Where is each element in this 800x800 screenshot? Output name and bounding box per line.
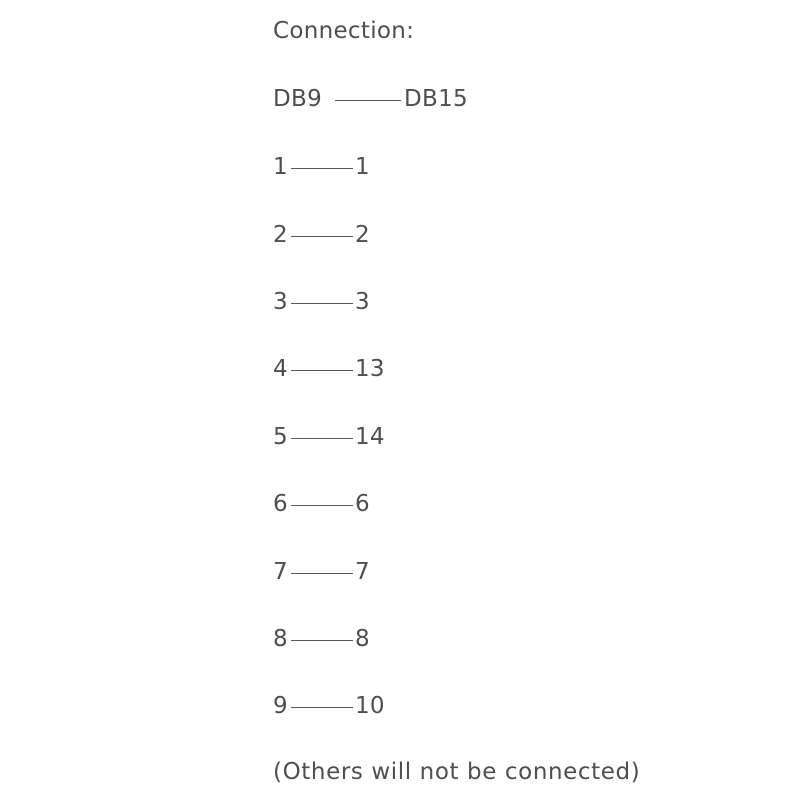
pin-mapping-row — [273, 355, 385, 383]
pin-mapping-row — [273, 625, 370, 653]
pin-mapping-row — [273, 153, 370, 181]
pin-wire — [291, 707, 353, 708]
pin-mapping-row — [273, 558, 370, 586]
db15-pin: 10 — [355, 693, 385, 719]
db15-pin: 13 — [355, 356, 385, 382]
db9-pin: 7 — [273, 559, 288, 585]
db15-pin: 3 — [355, 289, 370, 315]
db15-pin: 2 — [355, 222, 370, 248]
pin-mapping-row — [273, 423, 385, 451]
pin-wire — [291, 573, 353, 574]
unconnected-note: (Others will not be connected) — [273, 759, 641, 785]
pin-wire — [291, 640, 353, 641]
db15-pin: 6 — [355, 491, 370, 517]
db9-pin: 3 — [273, 289, 288, 315]
db9-pin: 2 — [273, 222, 288, 248]
pin-mapping-row — [273, 288, 370, 316]
pin-mapping-row — [273, 221, 370, 249]
db9-pin: 6 — [273, 491, 288, 517]
connection-title: Connection: — [273, 18, 415, 44]
db9-pin: 4 — [273, 356, 288, 382]
pin-wire — [291, 168, 353, 169]
pin-wire — [291, 438, 353, 439]
db9-pin: 9 — [273, 693, 288, 719]
db15-pin: 14 — [355, 424, 385, 450]
pin-wire — [291, 236, 353, 237]
db9-pin: 8 — [273, 626, 288, 652]
connector-header-row — [273, 85, 468, 113]
db15-pin: 1 — [355, 154, 370, 180]
db15-label: DB15 — [404, 86, 468, 112]
connector-wire — [335, 100, 401, 101]
pin-mapping-row — [273, 490, 370, 518]
pin-wire — [291, 370, 353, 371]
db15-pin: 7 — [355, 559, 370, 585]
db9-pin: 1 — [273, 154, 288, 180]
pin-wire — [291, 505, 353, 506]
pin-mapping-row — [273, 692, 385, 720]
db15-pin: 8 — [355, 626, 370, 652]
db9-label: DB9 — [273, 86, 323, 112]
pin-wire — [291, 303, 353, 304]
db9-pin: 5 — [273, 424, 288, 450]
